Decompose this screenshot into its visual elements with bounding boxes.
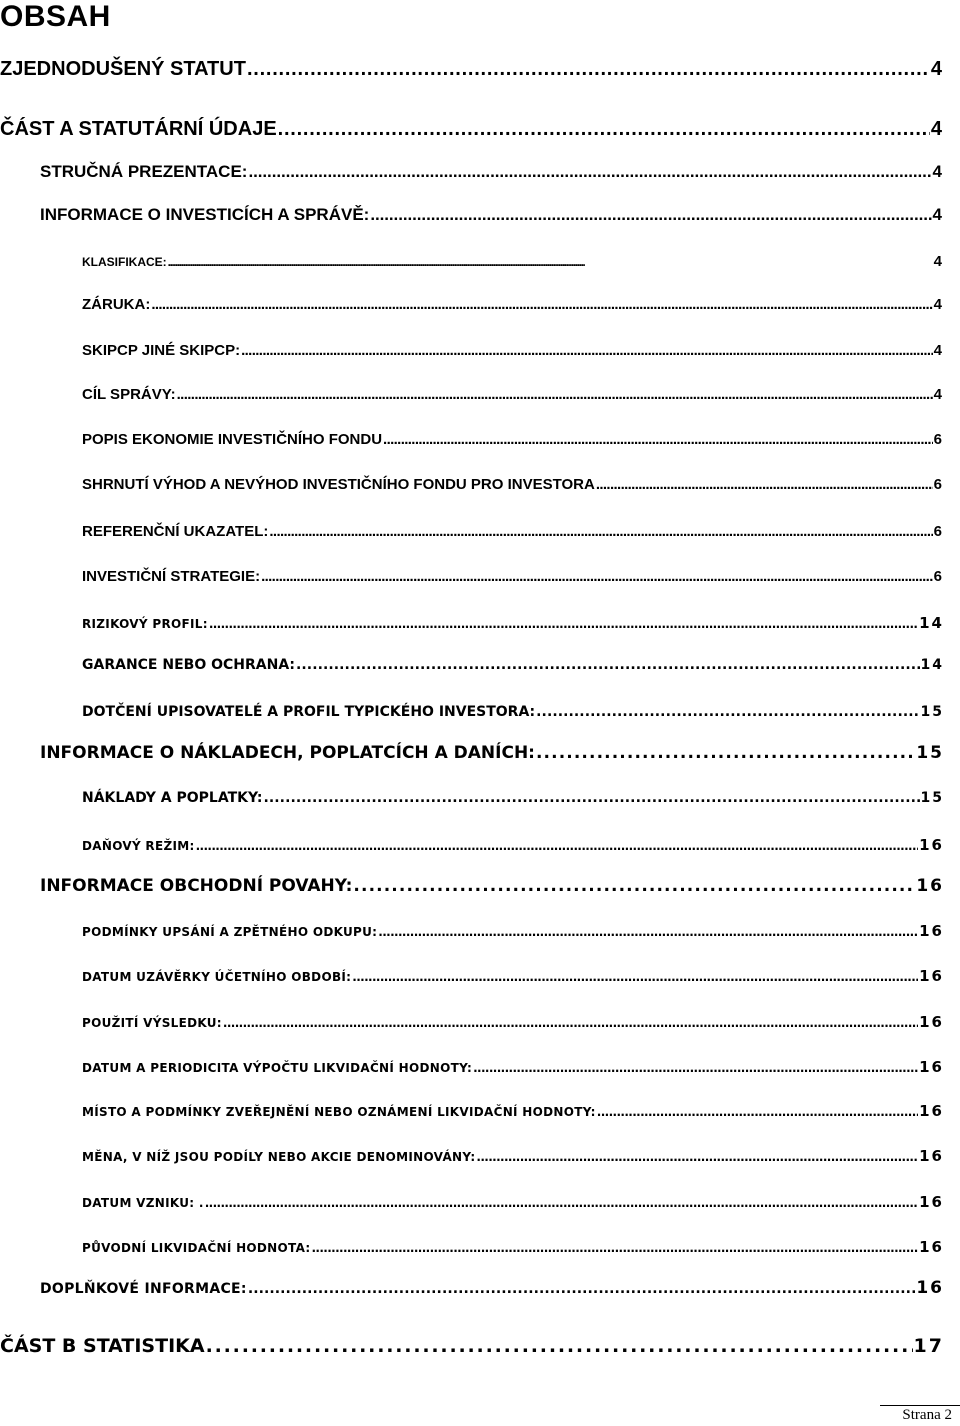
toc-dot-leader <box>476 1150 918 1164</box>
toc-dot-leader <box>536 743 915 763</box>
toc-entry-label: DATUM VZNIKU: . <box>82 1196 204 1210</box>
toc-entry[interactable] <box>82 386 944 403</box>
toc-dot-leader <box>241 342 933 359</box>
toc-page-number: 16 <box>919 1013 944 1031</box>
toc-page-number: 4 <box>930 118 944 140</box>
toc-entry-label: ČÁST A STATUTÁRNÍ ÚDAJE <box>0 118 277 140</box>
toc-page-number: 6 <box>933 476 944 493</box>
toc-page-number: 15 <box>916 743 944 763</box>
toc-page-number: 14 <box>919 614 944 632</box>
toc-dot-leader <box>248 162 931 182</box>
toc-page-number: 16 <box>919 1238 944 1256</box>
toc-dot-leader <box>352 970 918 984</box>
toc-dot-leader <box>353 876 915 896</box>
toc-entry-label: ZJEDNODUŠENÝ STATUT <box>0 58 246 80</box>
toc-entry-label: DOTČENÍ UPISOVATELÉ A PROFIL TYPICKÉHO INVESTORA: <box>82 704 536 720</box>
toc-entry-label: KLASIFIKACE: <box>82 255 167 269</box>
page-number-footer: Strana 2 <box>902 1407 952 1423</box>
toc-page-number: 16 <box>916 876 944 896</box>
toc-entry[interactable] <box>82 1058 944 1076</box>
toc-page-number: 16 <box>916 1278 944 1298</box>
toc-entry-label: MĚNA, V NÍŽ JSOU PODÍLY NEBO AKCIE DENOMINOVÁNY: <box>82 1150 476 1164</box>
toc-dot-leader <box>597 1105 918 1119</box>
toc-entry[interactable] <box>82 657 944 673</box>
toc-entry-label: POPIS EKONOMIE INVESTIČNÍHO FONDU <box>82 431 383 448</box>
toc-dot-leader <box>247 58 930 81</box>
toc-entry-label: DAŇOVÝ REŽIM: <box>82 839 195 853</box>
toc-page-number: 4 <box>933 342 944 359</box>
toc-entry[interactable] <box>82 523 944 540</box>
toc-page-number: 4 <box>933 253 944 270</box>
toc-entry[interactable] <box>0 118 944 141</box>
toc-dot-leader <box>383 431 933 448</box>
toc-entry[interactable] <box>82 342 944 359</box>
toc-dot-leader <box>261 568 933 585</box>
toc-dot-leader <box>168 255 933 269</box>
toc-page-number: 4 <box>933 296 944 313</box>
toc-entry-label: PŮVODNÍ LIKVIDAČNÍ HODNOTA: <box>82 1241 311 1255</box>
toc-entry[interactable] <box>40 876 944 896</box>
toc-entry-label: STRUČNÁ PREZENTACE: <box>40 162 248 181</box>
toc-dot-leader <box>177 386 933 403</box>
toc-entry-label: DATUM A PERIODICITA VÝPOČTU LIKVIDAČNÍ HODNOTY: <box>82 1061 473 1075</box>
toc-page-number: 4 <box>932 205 944 224</box>
toc-page-number: 4 <box>932 162 944 181</box>
toc-dot-leader <box>205 1196 918 1210</box>
toc-dot-leader <box>223 1016 918 1030</box>
footer-rule <box>880 1405 960 1406</box>
toc-entry-label: POUŽITÍ VÝSLEDKU: <box>82 1016 222 1030</box>
toc-dot-leader <box>264 790 920 806</box>
toc-entry-label: MÍSTO A PODMÍNKY ZVEŘEJNĚNÍ NEBO OZNÁMENÍ LIKVIDAČNÍ HODNOTY: <box>82 1105 596 1119</box>
toc-dot-leader <box>248 1281 916 1297</box>
toc-entry-label: INVESTIČNÍ STRATEGIE: <box>82 568 261 585</box>
toc-dot-leader <box>536 704 919 720</box>
toc-page-number: 15 <box>920 704 944 720</box>
toc-entry[interactable] <box>40 1278 944 1298</box>
toc-dot-leader <box>196 839 919 853</box>
toc-entry[interactable] <box>0 58 944 81</box>
toc-dot-leader <box>151 296 932 313</box>
toc-dot-leader <box>378 925 918 939</box>
toc-entry[interactable] <box>82 614 944 632</box>
toc-entry[interactable] <box>82 1147 944 1165</box>
toc-entry[interactable] <box>0 1335 944 1357</box>
toc-dot-leader <box>473 1061 918 1075</box>
toc-entry[interactable] <box>82 790 944 806</box>
toc-dot-leader <box>311 1241 918 1255</box>
toc-entry-label: NÁKLADY A POPLATKY: <box>82 790 263 806</box>
toc-entry[interactable] <box>82 1013 944 1031</box>
toc-entry[interactable] <box>82 704 944 720</box>
toc-page-number: 4 <box>930 58 944 80</box>
toc-page-number: 6 <box>933 431 944 448</box>
toc-entry[interactable] <box>82 476 944 493</box>
document-heading: OBSAH <box>0 0 111 33</box>
toc-entry-label: SHRNUTÍ VÝHOD A NEVÝHOD INVESTIČNÍHO FONDU PRO INVESTORA <box>82 476 595 493</box>
toc-page-number: 16 <box>919 1147 944 1165</box>
toc-entry[interactable] <box>40 743 944 763</box>
toc-page-number: 4 <box>933 386 944 403</box>
toc-entry-label: ZÁRUKA: <box>82 296 151 313</box>
toc-entry[interactable] <box>82 836 944 854</box>
toc-entry[interactable] <box>82 431 944 448</box>
toc-page-number: 6 <box>933 523 944 540</box>
toc-entry[interactable] <box>40 205 944 225</box>
toc-entry[interactable] <box>82 967 944 985</box>
toc-page-number: 17 <box>913 1335 944 1357</box>
toc-entry[interactable] <box>82 1102 944 1120</box>
toc-entry-label: GARANCE NEBO OCHRANA: <box>82 657 296 673</box>
toc-dot-leader <box>596 476 933 493</box>
toc-page-number: 16 <box>919 1058 944 1076</box>
toc-page-number: 16 <box>919 1102 944 1120</box>
toc-entry-label: DOPLŇKOVÉ INFORMACE: <box>40 1281 247 1297</box>
toc-entry-label: INFORMACE O NÁKLADECH, POPLATCÍCH A DANÍCH: <box>40 743 535 763</box>
toc-page-number: 16 <box>919 967 944 985</box>
toc-page-number: 6 <box>933 568 944 585</box>
toc-page-number: 16 <box>919 836 944 854</box>
toc-entry[interactable] <box>82 568 944 585</box>
toc-dot-leader <box>269 523 932 540</box>
toc-entry-label: CÍL SPRÁVY: <box>82 386 176 403</box>
toc-dot-leader <box>296 657 920 673</box>
toc-entry-label: RIZIKOVÝ PROFIL: <box>82 617 208 631</box>
toc-page-number: 16 <box>919 1193 944 1211</box>
toc-entry-label: ČÁST B STATISTIKA <box>0 1335 205 1357</box>
toc-entry[interactable] <box>82 253 944 270</box>
toc-entry-label: INFORMACE OBCHODNÍ POVAHY: <box>40 876 353 896</box>
toc-entry[interactable] <box>82 1238 944 1256</box>
toc-entry[interactable] <box>82 922 944 940</box>
toc-entry-label: PODMÍNKY UPSÁNÍ A ZPĚTNÉHO ODKUPU: <box>82 925 378 939</box>
toc-page-number: 16 <box>919 922 944 940</box>
toc-dot-leader <box>209 617 918 631</box>
toc-entry-label: INFORMACE O INVESTICÍCH A SPRÁVĚ: <box>40 205 370 224</box>
toc-entry[interactable] <box>82 1193 944 1211</box>
toc-entry-label: DATUM UZÁVĚRKY ÚČETNÍHO OBDOBÍ: <box>82 970 352 984</box>
toc-entry[interactable] <box>82 296 944 313</box>
toc-dot-leader <box>278 118 930 141</box>
toc-entry-label: SKIPCP JINÉ SKIPCP: <box>82 342 241 359</box>
toc-entry[interactable] <box>40 162 944 182</box>
toc-dot-leader <box>370 205 931 225</box>
toc-page-number: 15 <box>920 790 944 806</box>
toc-page-number: 14 <box>920 657 944 673</box>
toc-entry-label: REFERENČNÍ UKAZATEL: <box>82 523 269 540</box>
toc-dot-leader <box>206 1335 913 1357</box>
